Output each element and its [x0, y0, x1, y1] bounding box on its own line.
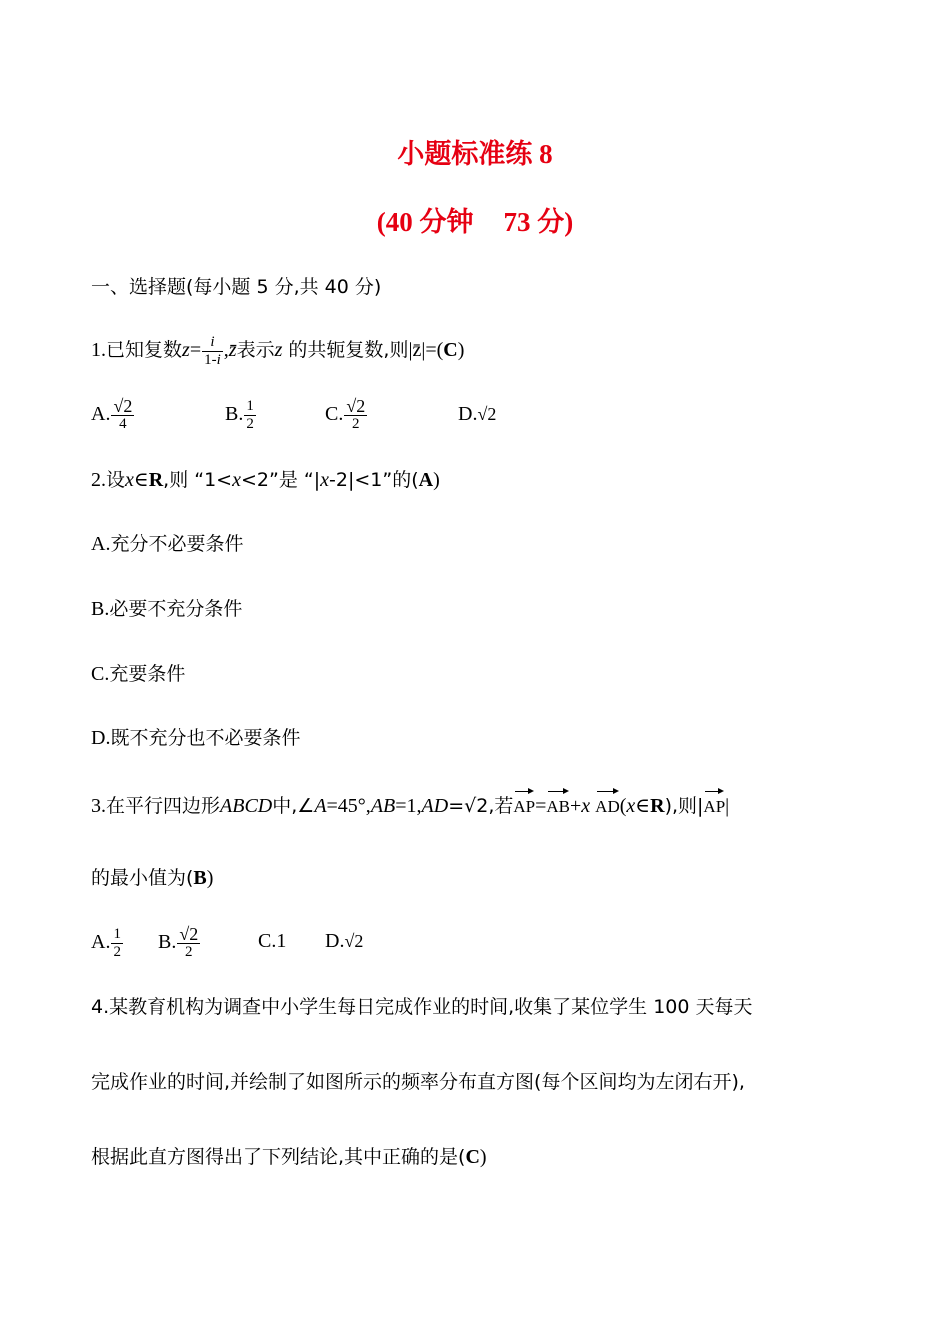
q2-option-d: D.既不充分也不必要条件 [91, 727, 301, 749]
q2-option-c: C.充要条件 [91, 663, 186, 685]
vector-ap: AP [513, 789, 535, 821]
q1-option-a: A. $\frac{√2}{4}$ [91, 396, 133, 432]
section-heading: 一、选择题(每小题 5 分,共 40 分) [91, 276, 382, 298]
q2-option-b: B.必要不充分条件 [91, 598, 243, 620]
page-subtitle [0, 200, 950, 239]
vector-ap: AP [703, 789, 725, 821]
q1-option-c: C. $\frac{√2}{2}$ [325, 396, 366, 432]
q3-option-a: A. $\frac{1}{2}$ [91, 926, 121, 960]
subtitle-time: (40 分钟 [376, 207, 474, 237]
q1-option-b: B. $\frac{1}{2}$ [225, 398, 254, 432]
question-4-line2: 完成作业的时间,并绘制了如图所示的频率分布直方图(每个区间均为左闭右开), [91, 1071, 745, 1093]
subtitle-score: 73 分) [503, 207, 574, 237]
q2-option-a: A.充分不必要条件 [91, 533, 244, 555]
fraction: $\frac{i}{1-i}$ [204, 334, 221, 368]
answer: B [193, 867, 207, 889]
answer: C [443, 339, 458, 362]
q3-option-b: B. $\frac{√2}{2}$ [158, 924, 199, 960]
q3-option-c: C.1 [258, 930, 287, 952]
q3-option-d: D.√2 [325, 930, 364, 952]
vector-ab: AB [546, 789, 570, 821]
question-1: 1.已知复数z= $\frac{i}{1-i}$ ,z̄表示z 的共轭复数,则|z̄|=(C) [91, 334, 465, 368]
q1-option-d: D.√2 [458, 403, 497, 425]
question-2: 2.设x∈R,则 “1<x<2”是 “|x-2|<1”的(A) [91, 469, 440, 491]
question-3-cont: 的最小值为(B) [91, 867, 214, 889]
answer: A [418, 469, 434, 491]
question-4-line1: 4.某教育机构为调查中小学生每日完成作业的时间,收集了某位学生 100 天每天 [91, 996, 753, 1018]
answer: C [465, 1146, 480, 1168]
vector-ad: AD [595, 789, 620, 821]
question-4-line3: 根据此直方图得出了下列结论,其中正确的是(C) [91, 1146, 487, 1168]
page-title: 小题标准练 8 [397, 139, 553, 169]
question-3: 3.在平行四边形ABCD中,∠A=45°,AB=1,AD=√2,若AP=AB+x AD(x∈R),则|AP| [91, 789, 729, 821]
